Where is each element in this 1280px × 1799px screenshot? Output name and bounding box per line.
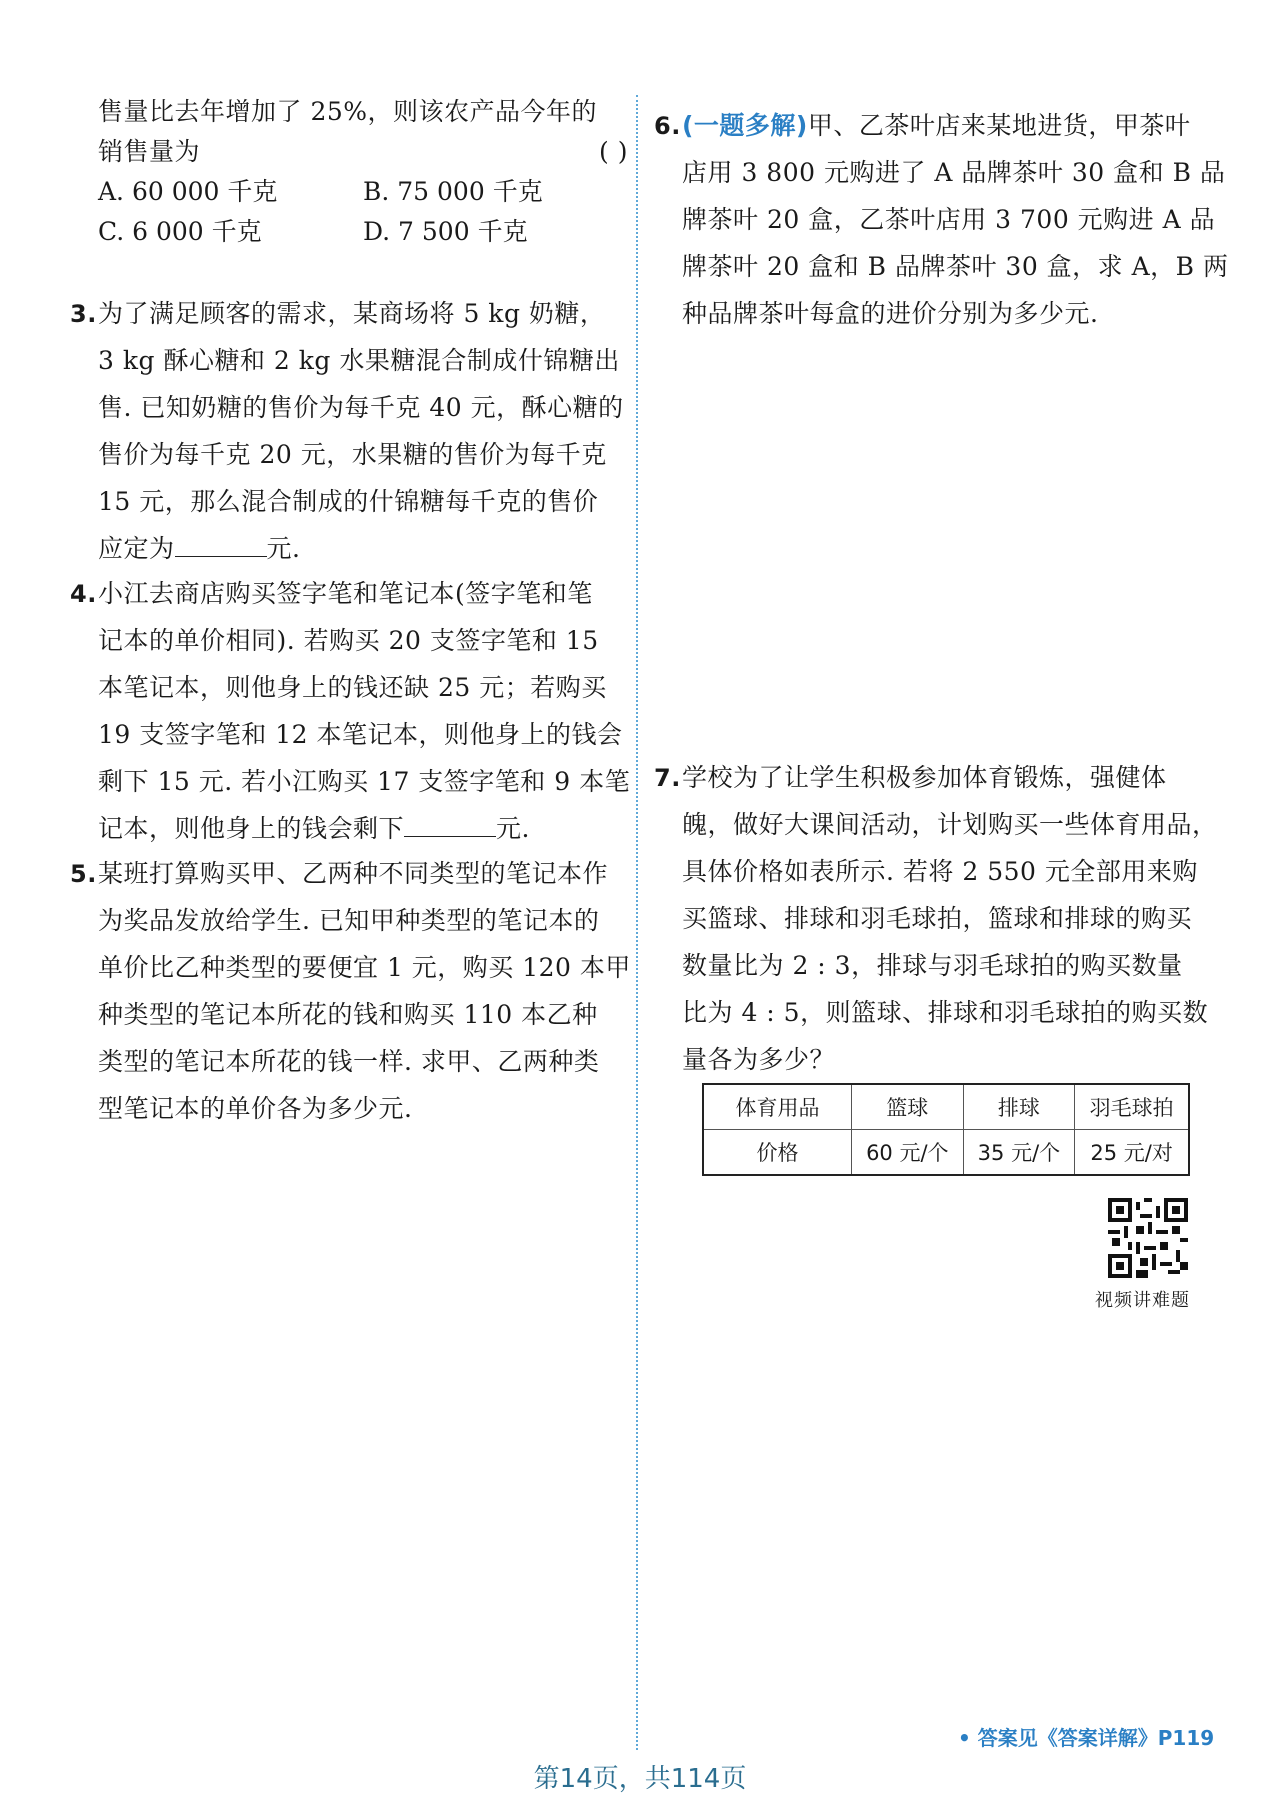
option-c: C. 6 000 千克 <box>98 217 262 246</box>
table-header-cell: 篮球 <box>852 1084 964 1130</box>
q3-line6 <box>98 533 300 565</box>
table-header-row <box>703 1084 1189 1130</box>
fill-blank[interactable] <box>404 814 496 837</box>
q4-number: 4. <box>70 580 97 608</box>
q7-line1: 学校为了让学生积极参加体育锻炼，强健体 <box>682 763 1167 792</box>
q6-number: 6. <box>654 112 681 140</box>
q5-line5: 类型的笔记本所花的钱一样. 求甲、乙两种类 <box>98 1047 600 1076</box>
q2-line1: 售量比去年增加了 25%，则该农产品今年的 <box>98 97 598 126</box>
table-cell: 60 元/个 <box>852 1130 964 1176</box>
q3-unit: 元. <box>266 534 301 563</box>
q3-number: 3. <box>70 300 97 328</box>
q6-line4: 牌茶叶 20 盒和 B 品牌茶叶 30 盒，求 A，B 两 <box>682 252 1229 281</box>
q7-line2: 魄，做好大课间活动，计划购买一些体育用品， <box>682 810 1218 839</box>
q5-line6: 型笔记本的单价各为多少元. <box>98 1094 413 1123</box>
q5-line3: 单价比乙种类型的要便宜 1 元，购买 120 本甲 <box>98 953 631 982</box>
qr-code-icon[interactable] <box>1108 1198 1188 1278</box>
fill-blank[interactable] <box>175 534 267 557</box>
q4-line4: 19 支签字笔和 12 本笔记本，则他身上的钱会 <box>98 720 623 749</box>
answer-paren: ( ) <box>599 137 628 166</box>
q3-line5: 15 元，那么混合制成的什锦糖每千克的售价 <box>98 487 599 516</box>
q4-line3: 本笔记本，则他身上的钱还缺 25 元；若购买 <box>98 673 607 702</box>
page-number: 第14页，共114页 <box>533 1764 747 1794</box>
q3-line6-text: 应定为 <box>98 534 175 563</box>
table-header-cell: 羽毛球拍 <box>1075 1084 1189 1130</box>
q7-line3: 具体价格如表所示. 若将 2 550 元全部用来购 <box>682 857 1198 886</box>
q6-tag: (一题多解) <box>682 111 808 140</box>
price-table <box>702 1083 1190 1176</box>
q2-line2-text: 销售量为 <box>98 137 201 166</box>
q5-line4: 种类型的笔记本所花的钱和购买 110 本乙种 <box>98 1000 598 1029</box>
q5-line1: 某班打算购买甲、乙两种不同类型的笔记本作 <box>98 859 609 888</box>
q6-line2: 店用 3 800 元购进了 A 品牌茶叶 30 盒和 B 品 <box>682 158 1226 187</box>
q4-line5: 剩下 15 元. 若小江购买 17 支签字笔和 9 本笔 <box>98 767 631 796</box>
table-cell: 价格 <box>703 1130 852 1176</box>
table-cell: 35 元/个 <box>963 1130 1075 1176</box>
q7-number: 7. <box>654 764 681 792</box>
q7-line7: 量各为多少？ <box>682 1045 836 1074</box>
option-b: B. 75 000 千克 <box>363 177 543 206</box>
q3-line2: 3 kg 酥心糖和 2 kg 水果糖混合制成什锦糖出 <box>98 346 620 375</box>
q6-line1 <box>682 110 1190 142</box>
q7-line4: 买篮球、排球和羽毛球拍，篮球和排球的购买 <box>682 904 1193 933</box>
q7-line6: 比为 4 : 5，则篮球、排球和羽毛球拍的购买数 <box>682 998 1209 1027</box>
q4-line6 <box>98 813 530 845</box>
option-a: A. 60 000 千克 <box>98 177 278 206</box>
q2-line2 <box>98 136 628 168</box>
table-header-cell: 体育用品 <box>703 1084 852 1130</box>
q5-line2: 为奖品发放给学生. 已知甲种类型的笔记本的 <box>98 906 600 935</box>
q3-line4: 售价为每千克 20 元，水果糖的售价为每千克 <box>98 440 607 469</box>
q6-line5: 种品牌茶叶每盒的进价分别为多少元. <box>682 299 1099 328</box>
qr-label: 视频讲难题 <box>1095 1290 1190 1311</box>
answer-reference: • 答案见《答案详解》P119 <box>958 1726 1215 1750</box>
q6-line3: 牌茶叶 20 盒，乙茶叶店用 3 700 元购进 A 品 <box>682 205 1216 234</box>
q4-line1: 小江去商店购买签字笔和笔记本(签字笔和笔 <box>98 579 593 608</box>
table-row <box>703 1130 1189 1176</box>
table-header-cell: 排球 <box>963 1084 1075 1130</box>
q6-line1-text: 甲、乙茶叶店来某地进货，甲茶叶 <box>807 111 1191 140</box>
q4-unit: 元. <box>496 814 530 843</box>
q3-line1: 为了满足顾客的需求，某商场将 5 kg 奶糖， <box>98 299 606 328</box>
q4-line2: 记本的单价相同). 若购买 20 支签字笔和 15 <box>98 626 599 655</box>
option-d: D. 7 500 千克 <box>363 217 528 246</box>
table-cell: 25 元/对 <box>1075 1130 1189 1176</box>
column-divider <box>636 95 638 1750</box>
q4-line6-text: 记本，则他身上的钱会剩下 <box>98 814 405 843</box>
q7-line5: 数量比为 2 : 3，排球与羽毛球拍的购买数量 <box>682 951 1183 980</box>
q3-line3: 售. 已知奶糖的售价为每千克 40 元，酥心糖的 <box>98 393 624 422</box>
q5-number: 5. <box>70 860 97 888</box>
